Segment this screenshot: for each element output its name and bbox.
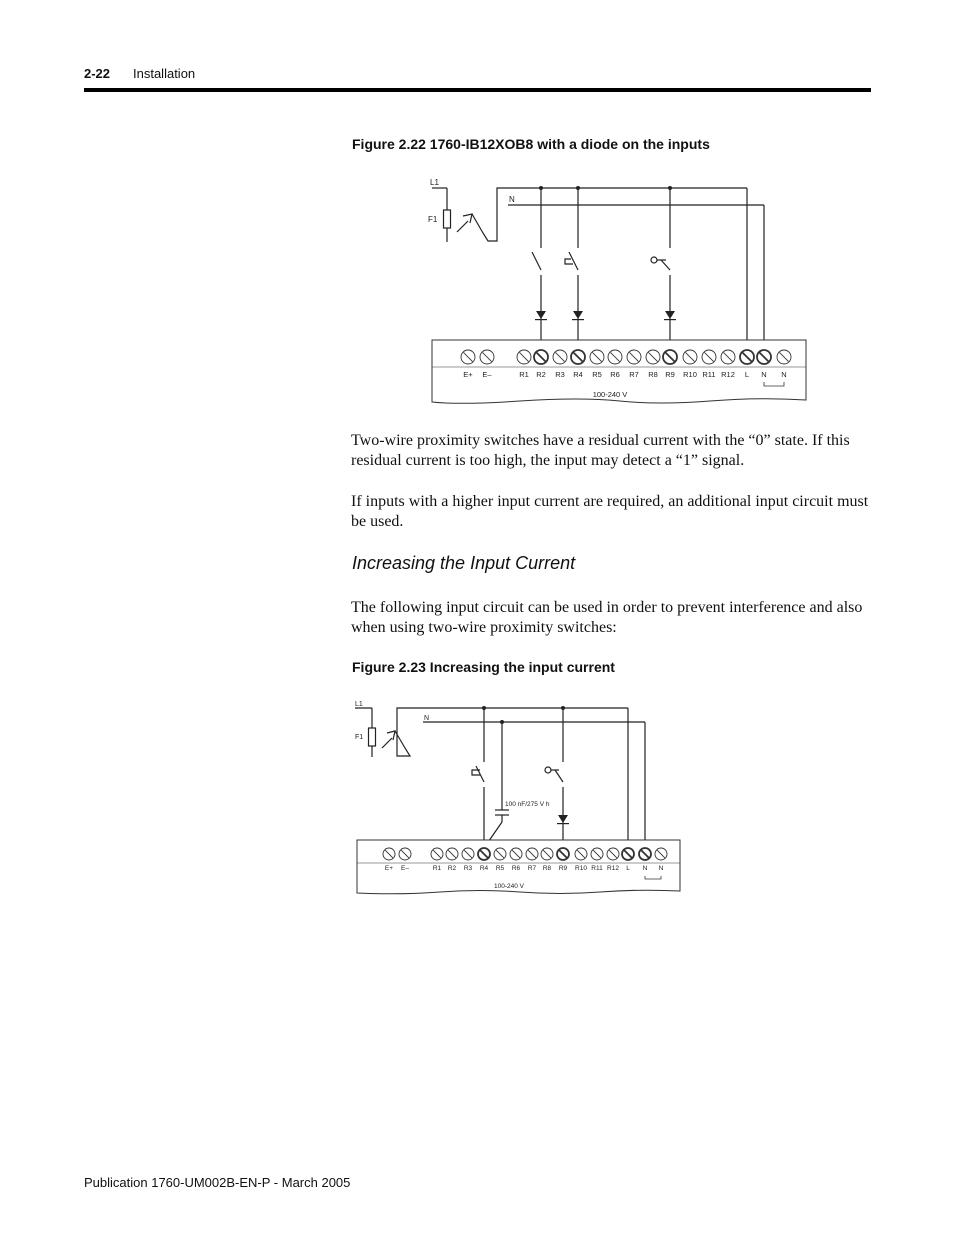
section-title: Installation bbox=[133, 66, 196, 81]
terminal-label: R12 bbox=[721, 370, 735, 379]
terminal-label: R10 bbox=[683, 370, 697, 379]
terminal-label: N bbox=[642, 865, 648, 872]
n-label: N bbox=[424, 715, 430, 722]
terminal-label: R3 bbox=[555, 370, 565, 379]
terminal-label: R5 bbox=[495, 865, 505, 872]
page-number: 2-22 bbox=[84, 66, 111, 81]
paragraph-prevent-interference: The following input circuit can be used in order to prevent interference and also when using two-wire proximity switches: bbox=[351, 599, 863, 636]
voltage-label: 100-240 V bbox=[494, 883, 524, 890]
terminal-label: R2 bbox=[447, 865, 457, 872]
terminal-label: R4 bbox=[573, 370, 583, 379]
publication-footer: Publication 1760-UM002B-EN-P - March 2005 bbox=[84, 1175, 351, 1190]
terminal-label: R8 bbox=[542, 865, 552, 872]
capacitor-label: 100 nF/275 V h bbox=[505, 801, 550, 808]
f1-label: F1 bbox=[355, 734, 364, 741]
terminal-label: R3 bbox=[463, 865, 473, 872]
terminal-label: N bbox=[658, 865, 664, 872]
terminal-label: E– bbox=[482, 370, 492, 379]
terminal-label: R6 bbox=[511, 865, 521, 872]
terminal-label: L bbox=[626, 865, 630, 872]
terminal-label: E+ bbox=[463, 370, 473, 379]
terminal-label: L bbox=[744, 370, 750, 379]
l1-label: L1 bbox=[430, 178, 439, 187]
paragraph-residual-current: Two-wire proximity switches have a residual current with the “0” state. If this residual current is too high, the input may detect a “1” signal. bbox=[351, 432, 850, 469]
terminal-label: E+ bbox=[384, 865, 394, 872]
terminal-label: R11 bbox=[702, 370, 716, 379]
terminal-label: R9 bbox=[558, 865, 568, 872]
subheading: Increasing the Input Current bbox=[352, 553, 576, 573]
terminal-label: N bbox=[781, 370, 787, 379]
terminal-label: R1 bbox=[432, 865, 442, 872]
terminal-label: R12 bbox=[607, 865, 619, 872]
terminal-label: R1 bbox=[519, 370, 529, 379]
terminal-label: R5 bbox=[592, 370, 602, 379]
terminal-label: R11 bbox=[591, 865, 603, 872]
figure-caption-2-23: Figure 2.23 Increasing the input current bbox=[352, 659, 615, 675]
terminal-label: R6 bbox=[610, 370, 620, 379]
figure-caption-2-22: Figure 2.22 1760-IB12XOB8 with a diode on the inputs bbox=[352, 136, 710, 152]
terminal-label: R2 bbox=[536, 370, 546, 379]
paragraph-input-circuit: If inputs with a higher input current are required, an additional input circuit must be used. bbox=[351, 493, 869, 530]
terminal-label: R10 bbox=[575, 865, 587, 872]
terminal-label: R7 bbox=[629, 370, 639, 379]
terminal-label: N bbox=[761, 370, 767, 379]
terminal-label: E– bbox=[401, 865, 409, 872]
n-label: N bbox=[509, 195, 515, 204]
terminal-label: R9 bbox=[665, 370, 675, 379]
f1-label: F1 bbox=[428, 215, 438, 224]
terminal-label: R4 bbox=[479, 865, 489, 872]
voltage-label: 100-240 V bbox=[592, 390, 628, 399]
l1-label: L1 bbox=[355, 701, 363, 708]
terminal-label: R7 bbox=[527, 865, 537, 872]
terminal-label: R8 bbox=[648, 370, 658, 379]
